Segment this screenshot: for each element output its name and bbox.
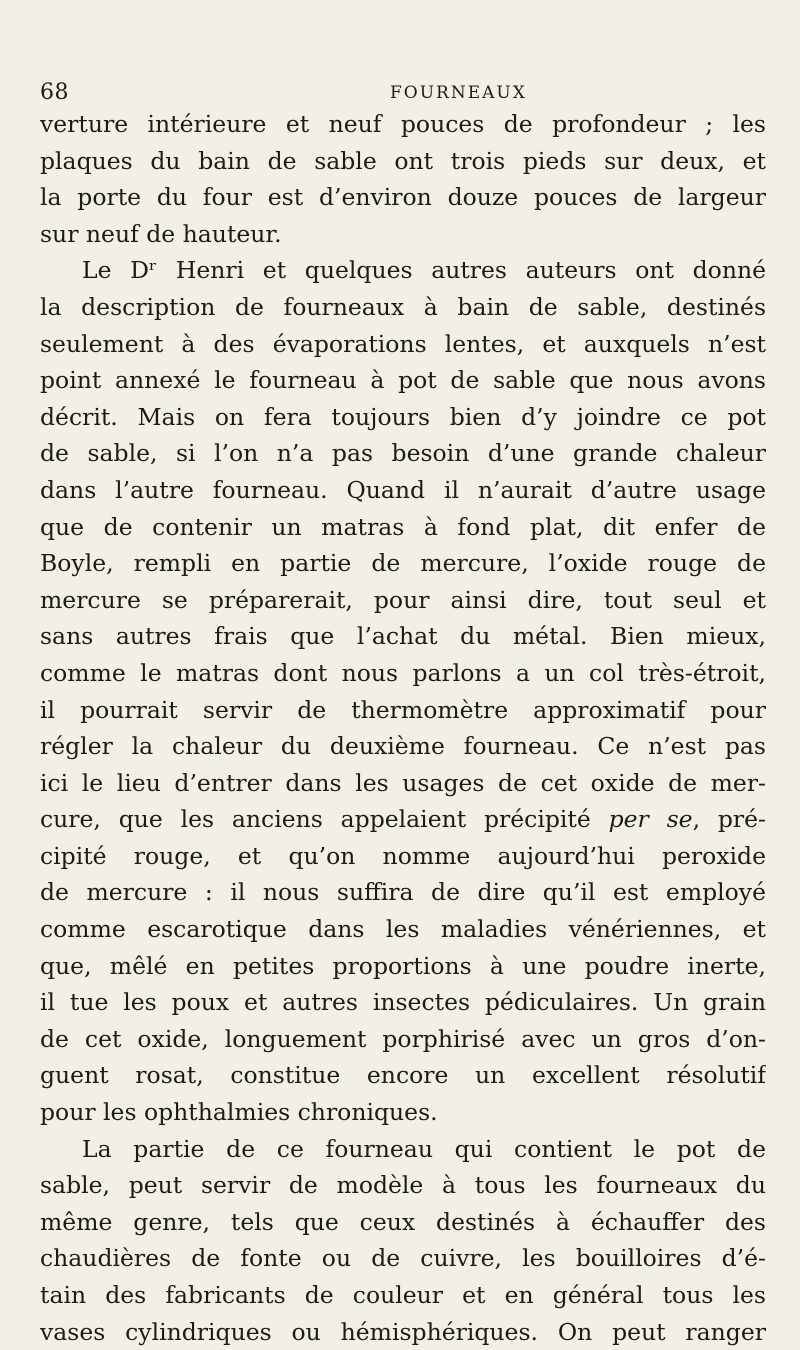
text-line: chaudières de fonte ou de cuivre, les bouilloires d’é- — [40, 1244, 766, 1273]
text-line: la description de fourneaux à bain de sable, destinés — [40, 292, 766, 321]
text-line: de cet oxide, longuement porphirisé avec un gros d’on- — [40, 1024, 766, 1053]
paragraph-end-line: pour les ophthalmies chroniques. — [40, 1098, 438, 1127]
line-text: cure, que les anciens appelaient précipité — [40, 805, 591, 834]
line-text-tail: , pré- — [692, 805, 766, 834]
text-line: vases cylindriques ou hémisphériques. On peut ranger — [40, 1317, 766, 1346]
text-line: la porte du four est d’environ douze pouces de largeur — [40, 183, 766, 212]
running-title: FOURNEAUX — [390, 83, 527, 103]
text-line: guent rosat, constitue encore un excellent résolutif — [40, 1061, 766, 1090]
text-line: plaques du bain de sable ont trois pieds sur deux, et — [40, 146, 766, 175]
text-line: cipité rouge, et qu’on nomme aujourd’hui peroxide — [40, 841, 766, 870]
text-line-with-italic — [40, 801, 766, 838]
text-line: même genre, tels que ceux destinés à échauffer des — [40, 1207, 766, 1236]
text-line: il tue les poux et autres insectes pédiculaires. Un grain — [40, 988, 766, 1017]
text-line: mercure se préparerait, pour ainsi dire, tout seul et — [40, 585, 766, 614]
paragraph-end-line: sur neuf de hauteur. — [40, 219, 282, 248]
text-line: que, mêlé en petites proportions à une poudre inerte, — [40, 951, 766, 980]
body-text — [40, 106, 766, 1350]
text-line: verture intérieure et neuf pouces de profondeur ; les — [40, 110, 766, 138]
text-line: il pourrait servir de thermomètre approximatif pour — [40, 695, 766, 724]
text-line: tain des fabricants de couleur et en général tous les — [40, 1281, 766, 1309]
text-line: de mercure : il nous suffira de dire qu’il est employé — [40, 878, 766, 907]
page-number: 68 — [40, 80, 69, 105]
paragraph-start-line: Le Dʳ Henri et quelques autres auteurs ont donné — [82, 256, 766, 285]
text-line: ici le lieu d’entrer dans les usages de cet oxide de mer- — [40, 768, 766, 797]
text-line: de sable, si l’on n’a pas besoin d’une grande chaleur — [40, 439, 766, 468]
text-line: sable, peut servir de modèle à tous les fourneaux du — [40, 1171, 766, 1200]
italic-phrase: per se — [608, 805, 693, 834]
text-line: décrit. Mais on fera toujours bien d’y joindre ce pot — [40, 402, 766, 431]
text-line: point annexé le fourneau à pot de sable que nous avons — [40, 366, 766, 395]
text-line: régler la chaleur du deuxième fourneau. Ce n’est pas — [40, 732, 766, 761]
text-line: comme le matras dont nous parlons a un col très-étroit, — [40, 658, 766, 687]
paragraph-start-line: La partie de ce fourneau qui contient le pot de — [82, 1134, 766, 1163]
text-line: que de contenir un matras à fond plat, dit enfer de — [40, 512, 766, 541]
text-line: seulement à des évaporations lentes, et auxquels n’est — [40, 329, 766, 358]
text-line: dans l’autre fourneau. Quand il n’aurait d’autre usage — [40, 475, 766, 504]
text-line: comme escarotique dans les maladies vénériennes, et — [40, 915, 766, 944]
text-line: sans autres frais que l’achat du métal. Bien mieux, — [40, 622, 766, 651]
text-line: Boyle, rempli en partie de mercure, l’oxide rouge de — [40, 549, 766, 578]
